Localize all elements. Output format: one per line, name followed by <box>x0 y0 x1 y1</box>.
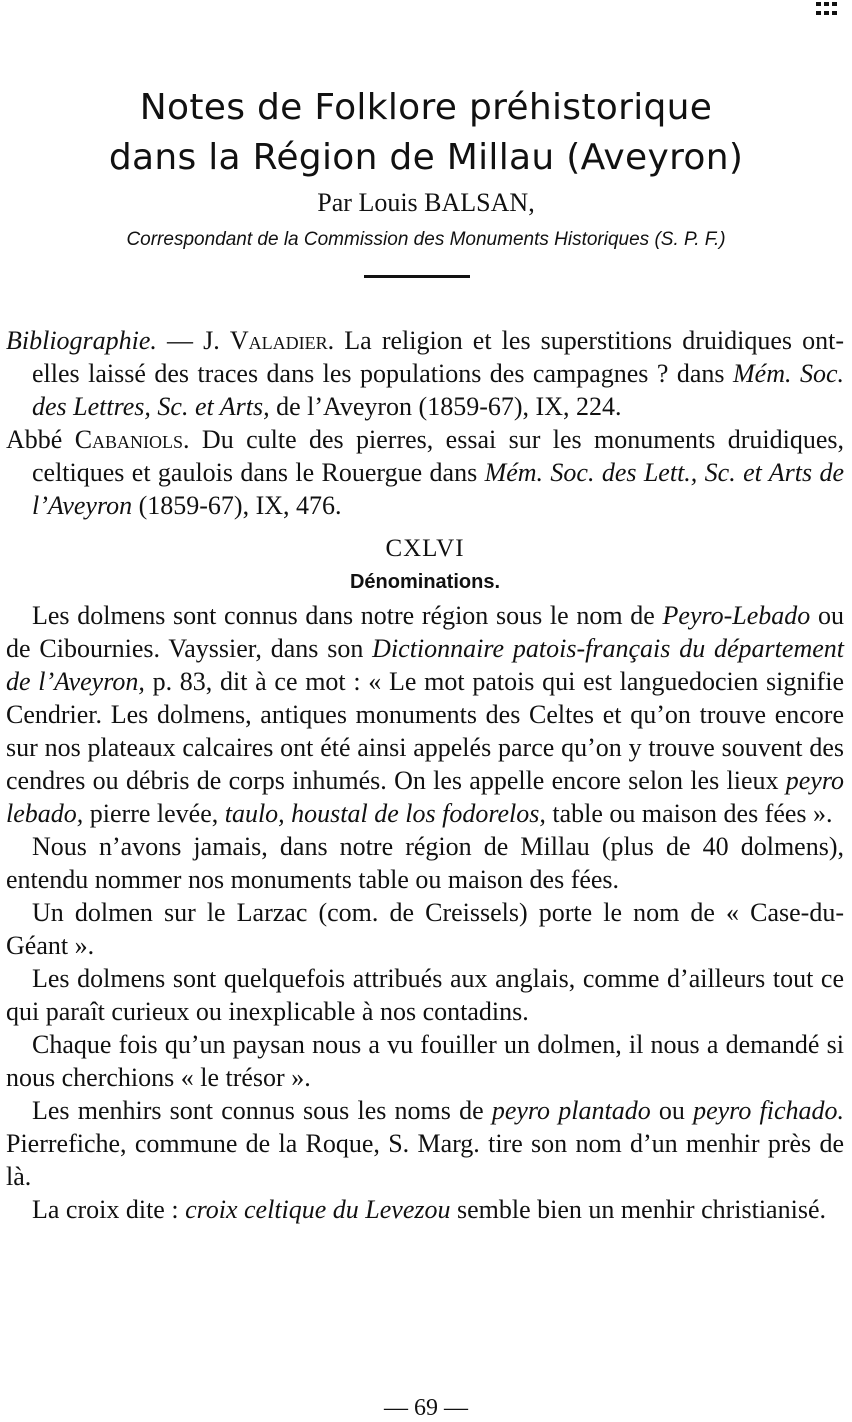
title-line-2: dans la Région de Millau (Aveyron) <box>108 137 744 178</box>
paragraph: Nous n’avons jamais, dans notre région de Millau (plus de 40 dolmens), entendu nommer nos monuments table ou maison des fées. <box>6 832 844 894</box>
author-affiliation: Correspondant de la Commission des Monuments Historiques (S. P. F.) <box>126 229 726 250</box>
paragraph: Un dolmen sur le Larzac (com. de Creissels) porte le nom de « Case-du-Géant ». <box>6 898 844 960</box>
paragraph: Les menhirs sont connus sous les noms de peyro plantado ou peyro fichado. Pierrefiche, commune de la Roque, S. Marg. tire son nom d’un menhir près de là. <box>6 1096 845 1191</box>
bibliography-journal: Mém. Soc. des Lett., Sc. et Arts de l’Aveyron <box>32 458 844 520</box>
section-title: Dénominations. <box>349 571 500 593</box>
bibliography-entry: Bibliographie. — J. Valadier. La religion et les superstitions druidiques ont-elles laissé des traces dans les populations des campagnes ? dans Mém. Soc. des Lettres, Sc. et Arts, de l’Aveyron (1859-67), IX, 224. <box>6 326 844 421</box>
paragraph: La croix dite : croix celtique du Levezou semble bien un menhir christianisé. <box>32 1195 826 1224</box>
page-number: — 69 — <box>384 1395 468 1421</box>
title-line-1: Notes de Folklore préhistorique <box>139 87 713 128</box>
corner-mark-icon <box>816 2 838 18</box>
paragraph: Les dolmens sont quelquefois attribués aux anglais, comme d’ailleurs tout ce qui paraît curieux ou inexplicable à nos contadins. <box>6 964 844 1026</box>
paragraph: Chaque fois qu’un paysan nous a vu fouiller un dolmen, il nous a demandé si nous cherchions « le trésor ». <box>6 1030 844 1092</box>
bibliography-author: Valadier <box>229 326 328 355</box>
title-rule <box>364 275 470 278</box>
bibliography-journal: Mém. Soc. des Lettres, Sc. et Arts, <box>32 359 844 421</box>
bibliography-label: Bibliographie. <box>6 326 157 355</box>
paragraph: Les dolmens sont connus dans notre région sous le nom de Peyro-Lebado ou de Cibournies. Vayssier, dans son Dictionnaire patois-français du département de l’Aveyron, p. 83, dit à ce mot : « Le mot patois qui est languedocien signifie Cendrier. Les dolmens, antiques monuments des Celtes et qu’on trouve encore sur nos plateaux calcaires ont été ainsi appelés parce qu’on y trouve souvent des cendres ou débris de corps inhumés. On les appelle encore selon les lieux peyro lebado, pierre levée, taulo, houstal de los fodorelos, table ou maison des fées ». <box>6 601 845 828</box>
bibliography-entry: Abbé Cabaniols. Du culte des pierres, essai sur les monuments druidiques, celtiques et gaulois dans le Rouergue dans Mém. Soc. des Lett., Sc. et Arts de l’Aveyron (1859-67), IX, 476. <box>6 425 844 520</box>
section-number: CXLVI <box>385 535 465 562</box>
author-byline: Par Louis BALSAN, <box>317 188 535 217</box>
bibliography-author: Cabaniols <box>74 425 184 454</box>
article-body <box>6 324 844 1226</box>
